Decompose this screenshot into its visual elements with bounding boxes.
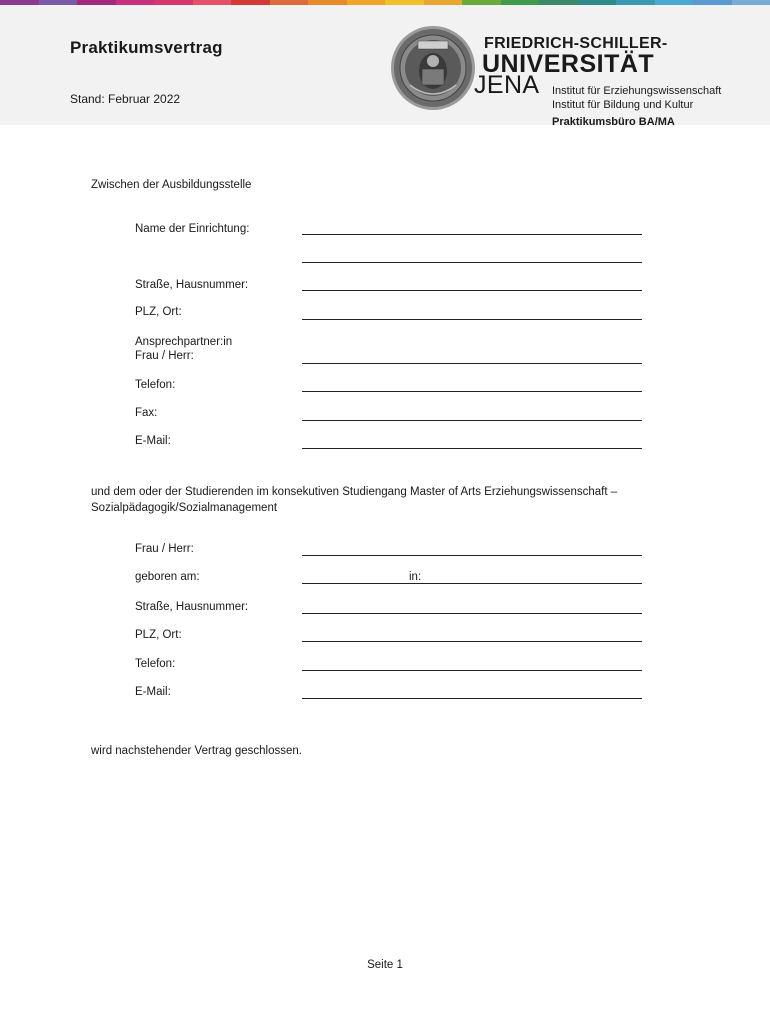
field-label-student-zip-city: PLZ, Ort: (135, 629, 182, 641)
field-label-student-phone: Telefon: (135, 658, 176, 670)
field-label-street: Straße, Hausnummer: (135, 279, 249, 291)
field-label-birthdate: geboren am: (135, 571, 200, 583)
input-line-student-name[interactable] (302, 555, 642, 556)
closing-statement: wird nachstehender Vertrag geschlossen. (91, 745, 302, 757)
input-line-institution-2[interactable] (302, 262, 642, 263)
field-label-contact-person: Ansprechpartner:in (135, 336, 233, 348)
document-title: Praktikumsvertrag (70, 38, 223, 57)
field-label-student-email: E-Mail: (135, 686, 171, 698)
input-line-contact[interactable] (302, 363, 642, 364)
input-line-phone[interactable] (302, 391, 642, 392)
input-line-student-street[interactable] (302, 613, 642, 614)
field-label-email: E-Mail: (135, 435, 171, 447)
input-line-zip-city[interactable] (302, 319, 642, 320)
field-label-birthplace: in: (409, 571, 422, 583)
section1-intro: Zwischen der Ausbildungsstelle (91, 179, 252, 191)
field-label-student-street: Straße, Hausnummer: (135, 601, 249, 613)
input-line-fax[interactable] (302, 420, 642, 421)
institute-2: Institut für Bildung und Kultur (552, 99, 694, 111)
university-seal-icon (390, 25, 476, 111)
input-line-student-email[interactable] (302, 698, 642, 699)
field-label-student-name: Frau / Herr: (135, 543, 194, 555)
page-number: Seite 1 (367, 959, 403, 971)
university-name-line1: FRIEDRICH-SCHILLER- (484, 35, 668, 52)
field-label-fax: Fax: (135, 407, 158, 419)
field-label-zip-city: PLZ, Ort: (135, 306, 182, 318)
field-label-institution: Name der Einrichtung: (135, 223, 250, 235)
input-line-email[interactable] (302, 448, 642, 449)
practicum-office: Praktikumsbüro BA/MA (552, 116, 675, 128)
input-line-student-zip-city[interactable] (302, 641, 642, 642)
input-line-institution[interactable] (302, 234, 642, 235)
document-date: Stand: Februar 2022 (70, 92, 181, 106)
field-label-contact-salutation: Frau / Herr: (135, 350, 194, 362)
institute-1: Institut für Erziehungswissenschaft (552, 85, 722, 97)
input-line-student-phone[interactable] (302, 670, 642, 671)
field-label-phone: Telefon: (135, 379, 176, 391)
input-line-street[interactable] (302, 290, 642, 291)
university-name-line3: JENA (474, 71, 540, 99)
page-header (0, 5, 770, 128)
section2-intro: und dem oder der Studierenden im konsekutiven Studiengang Master of Arts Erziehungswissenschaft – Sozialpädagogik/Sozialmanagement (91, 486, 618, 514)
input-line-birthdate[interactable] (302, 583, 642, 584)
university-name-line2: UNIVERSITÄT (482, 50, 655, 78)
